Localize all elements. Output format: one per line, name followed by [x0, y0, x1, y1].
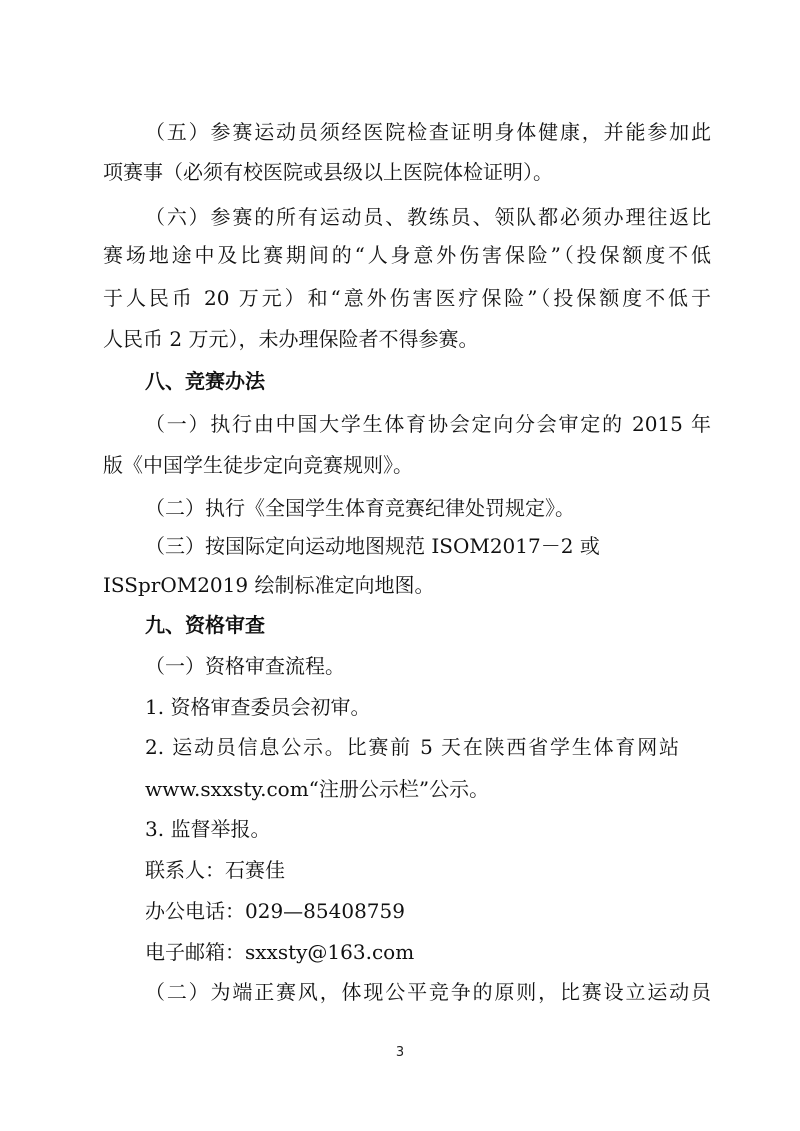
list-item: 3. 监督举报。 — [145, 817, 271, 841]
paragraph-line: （三）按国际定向运动地图规范 ISOM2017－2 或 — [145, 534, 600, 558]
contact-email: 电子邮箱：sxxsty@163.com — [145, 940, 415, 964]
paragraph-line: （二）为端正赛风，体现公平竞争的原则，比赛设立运动员 — [145, 980, 711, 1004]
paragraph-line: www.sxxsty.com“注册公示栏”公示。 — [145, 777, 490, 801]
list-item: 1. 资格审查委员会初审。 — [145, 695, 371, 719]
paragraph-line: （一）资格审查流程。 — [145, 654, 345, 678]
paragraph-line: （五）参赛运动员须经医院检查证明身体健康，并能参加此 — [145, 120, 711, 144]
paragraph-line: 项赛事（必须有校医院或县级以上医院体检证明）。 — [103, 160, 553, 184]
paragraph-line: 于人民币 20 万元）和“意外伤害医疗保险”（投保额度不低于 — [103, 286, 711, 310]
paragraph-line: （二）执行《全国学生体育竞赛纪律处罚规定》。 — [145, 496, 575, 520]
paragraph-line: （六）参赛的所有运动员、教练员、领队都必须办理往返比 — [145, 205, 711, 229]
paragraph-line: 版《中国学生徒步定向竞赛规则》。 — [103, 453, 413, 477]
paragraph-line: 人民币 2 万元），未办理保险者不得参赛。 — [103, 327, 479, 351]
paragraph-line: （一）执行由中国大学生体育协会定向分会审定的 2015 年 — [145, 412, 711, 436]
paragraph-line: 赛场地途中及比赛期间的“人身意外伤害保险”（投保额度不低 — [103, 243, 711, 267]
page-number: 3 — [395, 1045, 405, 1060]
contact-phone: 办公电话：029—85408759 — [145, 899, 405, 923]
section-heading: 九、资格审查 — [145, 613, 265, 637]
contact-person: 联系人：石赛佳 — [145, 858, 285, 882]
list-item: 2. 运动员信息公示。比赛前 5 天在陕西省学生体育网站 — [145, 735, 679, 759]
section-heading: 八、竞赛办法 — [145, 369, 265, 393]
paragraph-line: ISSprOM2019 绘制标准定向地图。 — [103, 573, 435, 597]
